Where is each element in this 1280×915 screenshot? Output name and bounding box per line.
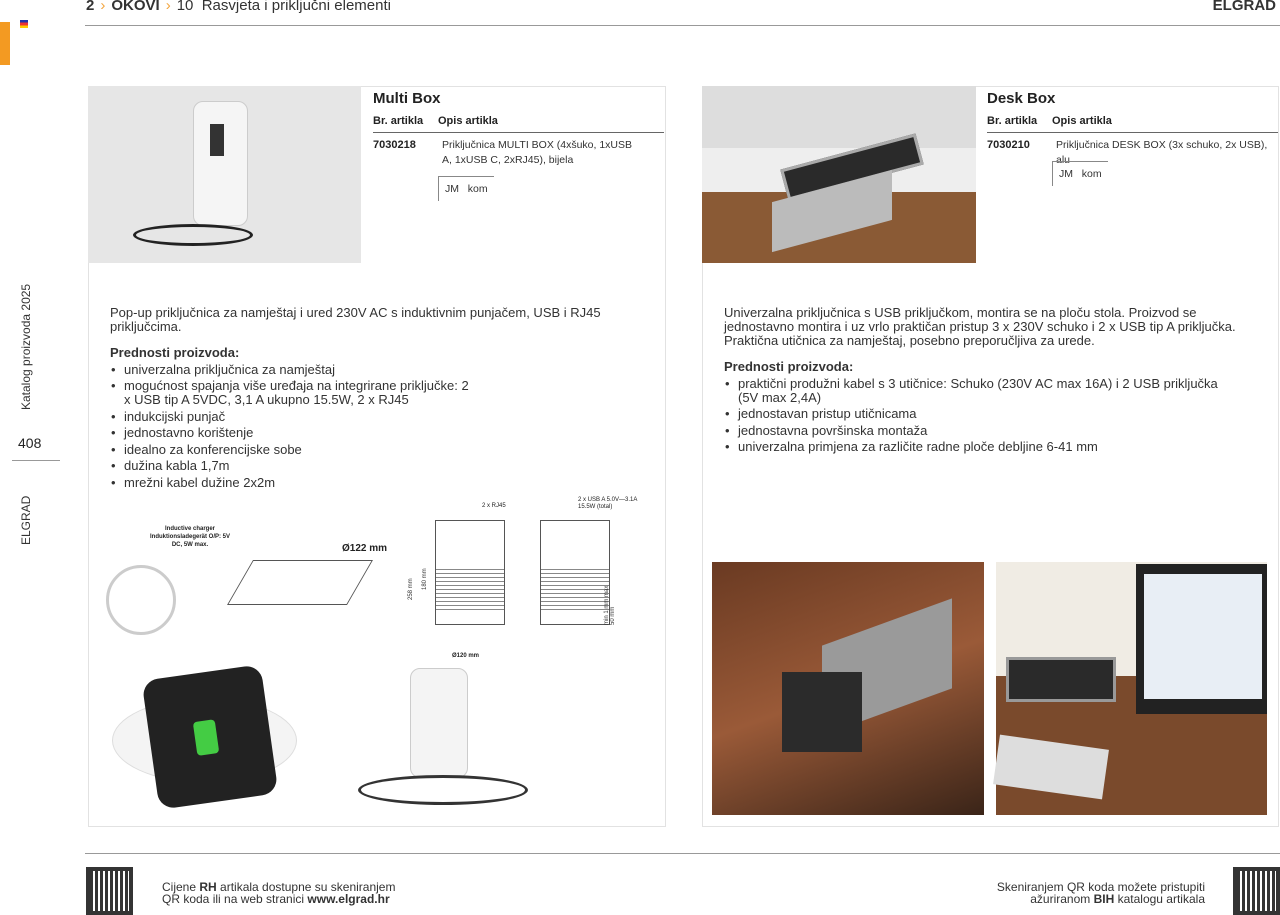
desk-box-photo-office xyxy=(996,562,1267,815)
page-number: 408 xyxy=(18,435,42,451)
website-link[interactable]: www.elgrad.hr xyxy=(307,892,390,906)
breadcrumb-chapter-num[interactable]: 2 xyxy=(86,0,95,14)
product-body xyxy=(110,306,630,490)
breadcrumb-section[interactable]: Rasvjeta i priključni elementi xyxy=(201,0,391,14)
list-item: • idealno za konferencijske sobe xyxy=(110,443,630,457)
article-code[interactable]: 7030218 xyxy=(373,139,416,151)
phone-photo xyxy=(142,664,279,809)
height-label: 258 mm xyxy=(408,578,414,600)
list-item: • indukcijski punjač xyxy=(110,410,630,424)
footer-text: artikala dostupne su skeniranjem xyxy=(216,880,396,894)
advantages-title: Prednosti proizvoda: xyxy=(724,359,854,374)
unit-value: kom xyxy=(1081,168,1102,180)
product-title: Multi Box xyxy=(373,90,441,107)
desk-box-photo xyxy=(702,86,976,263)
footer-text: ažuriranom xyxy=(1030,892,1094,906)
list-item: • jednostavno korištenje xyxy=(110,426,630,440)
cable-photo xyxy=(358,775,528,805)
article-description: Priključnica DESK BOX (3x schuko, 2x USB), alu xyxy=(1056,139,1268,166)
footer-rh: RH xyxy=(199,880,217,894)
product-body xyxy=(724,306,1254,454)
qr-code-catalog[interactable] xyxy=(1233,867,1280,915)
article-description: Priključnica MULTI BOX (4xšuko, 1xUSB A, 1xUSB C, 2xRJ45), bijela xyxy=(442,139,633,166)
table-divider xyxy=(373,132,664,133)
footer-left-text xyxy=(162,881,395,905)
footer-right-text xyxy=(997,881,1205,905)
list-item: • univerzalna priključnica za namještaj xyxy=(110,363,630,377)
footer-text: Cijene xyxy=(162,880,200,894)
page-divider xyxy=(12,460,60,461)
product-title: Desk Box xyxy=(987,90,1056,107)
col-code-header: Br. artikla xyxy=(373,115,424,127)
intro-text: Pop-up priključnica za namještaj i ured 230V AC s induktivnim punjačem, USB i RJ45 priključcima. xyxy=(110,305,601,334)
charger-label: Inductive charger Induktionsladegerät O/P: 5V DC, 5W max. xyxy=(150,526,231,548)
cutout-label: Ø122 mm xyxy=(342,543,388,554)
catalog-label: Katalog proizvoda 2025 xyxy=(19,283,33,410)
unit-value: kom xyxy=(467,183,488,195)
side-drawing-1 xyxy=(435,520,505,625)
col-desc-header: Opis artikla xyxy=(438,115,498,127)
breadcrumb-chapter[interactable]: OKOVI xyxy=(111,0,160,14)
col-code-header: Br. artikla xyxy=(987,115,1038,127)
multi-box-product-photo xyxy=(410,668,468,778)
footer-text: Skeniranjem QR koda možete pristupiti xyxy=(996,880,1205,894)
intro-text: Univerzalna priključnica s USB priključkom, montira se na ploču stola. Proizvod se jednostavno montira i uz vrlo praktičan pristup 3 x 230V schuko i 2 x USB tip A priključka. Praktična utičnica za namještaj, posebno preporučljiva za urede. xyxy=(724,305,1236,348)
header-divider xyxy=(85,25,1280,26)
list-item: • jednostavna površinska montaža xyxy=(724,424,1254,438)
side-drawing-2 xyxy=(540,520,610,625)
advantages-title: Prednosti proizvoda: xyxy=(110,345,240,360)
list-item: • jednostavan pristup utičnicama xyxy=(724,407,1254,421)
footer-divider xyxy=(85,853,1280,854)
breadcrumb-section-num[interactable]: 10 xyxy=(176,0,194,14)
footer-text: QR koda ili na web stranici xyxy=(162,892,308,906)
advantages-list xyxy=(724,377,1254,455)
table-divider xyxy=(987,132,1278,133)
usb-label: 2 x USB A 5.0V—3.1A 15.5W (total) xyxy=(578,497,638,510)
multi-box-photo xyxy=(88,86,361,263)
list-item: • dužina kabla 1,7m xyxy=(110,459,630,473)
thickness-label: min 1 mm max 50 mm xyxy=(604,585,616,625)
rj45-label: 2 x RJ45 xyxy=(482,503,506,509)
sidebar-brand: ELGRAD xyxy=(19,495,33,545)
col-desc-header: Opis artikla xyxy=(1052,115,1112,127)
breadcrumb: 2 › OKOVI › 10 Rasvjeta i priključni elementi xyxy=(86,0,391,14)
list-item: • mogućnost spajanja više uređaja na integrirane priključke: 2 x USB tip A 5VDC, 3,1 A ukupno 15.5W, 2 x RJ45 xyxy=(110,379,470,407)
unit-box xyxy=(1052,161,1108,186)
list-item: • mrežni kabel dužine 2x2m xyxy=(110,476,630,490)
list-item: • univerzalna primjena za različite radne ploče debljine 6-41 mm xyxy=(724,440,1254,454)
inner-label: 180 mm xyxy=(422,568,428,590)
desk-box-photo-closeup xyxy=(712,562,984,815)
footer-text: katalogu artikala xyxy=(1114,892,1205,906)
flag-icon xyxy=(20,20,28,28)
unit-label: JM xyxy=(445,183,459,195)
unit-label: JM xyxy=(1059,168,1073,180)
list-item: • praktični produžni kabel s 3 utičnice: Schuko (230V AC max 16A) i 2 USB priključka (5V max 2,4A) xyxy=(724,377,1234,405)
chapter-tab[interactable] xyxy=(0,22,10,65)
qr-code-prices[interactable] xyxy=(86,867,133,915)
unit-box xyxy=(438,176,494,201)
header-brand: ELGRAD xyxy=(1212,0,1276,14)
diameter-label: Ø120 mm xyxy=(452,653,480,659)
article-code[interactable]: 7030210 xyxy=(987,139,1030,151)
inductive-charger-drawing xyxy=(106,565,176,635)
footer-bih: BIH xyxy=(1093,892,1115,906)
advantages-list xyxy=(110,363,630,490)
